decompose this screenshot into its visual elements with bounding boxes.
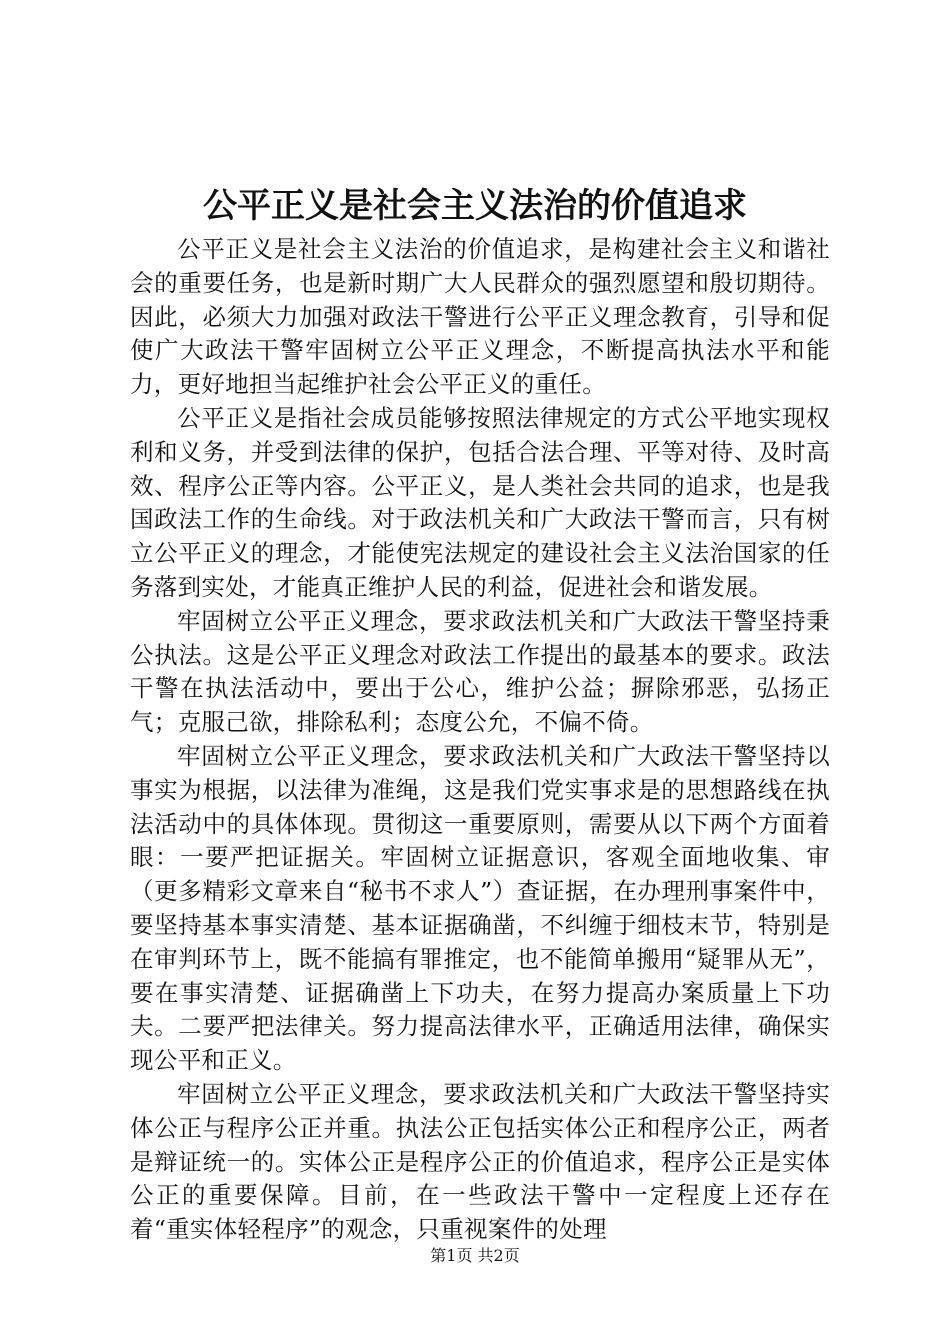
paragraph-4: 牢固树立公平正义理念，要求政法机关和广大政法干警坚持以事实为根据，以法律为准绳，这是我们党实事求是的思想路线在执法活动中的具体体现。贯彻这一重要原则，需要从以下两个方面着眼：一要严把证据关。牢固树立证据意识，客观全面地收集、审（更多精彩文章来自“秘书不求人”）查证据，在办理刑事案件中，要坚持基本事实清楚、基本证据确凿，不纠缠于细枝末节，特别是在审判环节上，既不能搞有罪推定，也不能简单搬用“疑罪从无”，要在事实清楚、证据确凿上下功夫，在努力提高办案质量上下功夫。二要严把法律关。努力提高法律水平，正确适用法律，确保实现公平和正义。 [130, 741, 830, 1075]
page-footer [0, 1245, 950, 1267]
document-body [130, 233, 830, 1247]
paragraph-2: 公平正义是指社会成员能够按照法律规定的方式公平地实现权利和义务，并受到法律的保护，包括合法合理、平等对待、及时高效、程序公正等内容。公平正义，是人类社会共同的追求，也是我国政法工作的生命线。对于政法机关和广大政法干警而言，只有树立公平正义的理念，才能使宪法规定的建设社会主义法治国家的任务落到实处，才能真正维护人民的利益，促进社会和谐发展。 [130, 403, 830, 601]
page-indicator: 第1页 共2页 [430, 1246, 520, 1265]
paragraph-1: 公平正义是社会主义法治的价值追求，是构建社会主义和谐社会的重要任务，也是新时期广大人民群众的强烈愿望和殷切期待。因此，必须大力加强对政法干警进行公平正义理念教育，引导和促使广大政法干警牢固树立公平正义理念，不断提高执法水平和能力，更好地担当起维护社会公平正义的重任。 [130, 235, 830, 399]
paragraph-3: 牢固树立公平正义理念，要求政法机关和广大政法干警坚持秉公执法。这是公平正义理念对政法工作提出的最基本的要求。政法干警在执法活动中，要出于公心，维护公益；摒除邪恶，弘扬正气；克服己欲，排除私利；态度公允，不偏不倚。 [130, 606, 830, 737]
document-title: 公平正义是社会主义法治的价值追求 [203, 186, 747, 226]
paragraph-5: 牢固树立公平正义理念，要求政法机关和广大政法干警坚持实体公正与程序公正并重。执法公正包括实体公正和程序公正，两者是辩证统一的。实体公正是程序公正的价值追求，程序公正是实体公正的重要保障。目前，在一些政法干警中一定程度上还存在着“重实体轻程序”的观念，只重视案件的处理 [130, 1079, 830, 1244]
